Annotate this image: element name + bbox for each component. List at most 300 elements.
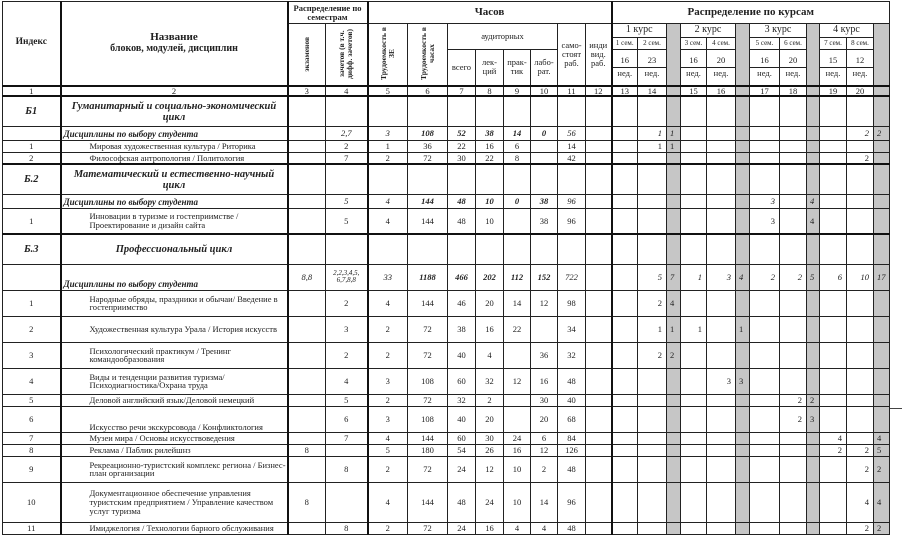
course-total-cell bbox=[807, 482, 820, 522]
column-number: 17 bbox=[750, 86, 780, 97]
lab-value: 12 bbox=[531, 444, 558, 456]
semester-hours-cell bbox=[681, 208, 707, 234]
empty-cell bbox=[368, 96, 408, 126]
semester-hours-cell bbox=[681, 152, 707, 164]
semester-hours-cell bbox=[612, 394, 638, 406]
course-total-cell: 7 bbox=[667, 264, 681, 290]
semester-hours-cell bbox=[638, 482, 667, 522]
empty-cell bbox=[476, 164, 504, 194]
block-title: Профессиональный цикл bbox=[61, 234, 288, 264]
header-weeks-6 bbox=[780, 50, 807, 86]
semester-hours-cell bbox=[750, 342, 780, 368]
hours-total-value: 72 bbox=[408, 522, 448, 534]
discipline-name: Психологический практикум / Тренинг командообразования bbox=[61, 342, 288, 368]
semester-hours-cell bbox=[750, 482, 780, 522]
semester-hours-cell: 1 bbox=[681, 264, 707, 290]
header-weeks-8 bbox=[847, 50, 874, 86]
lab-value: 38 bbox=[531, 194, 558, 208]
auditor-total-value: 48 bbox=[448, 482, 476, 522]
header-name bbox=[61, 2, 288, 86]
semester-hours-cell: 1 bbox=[681, 316, 707, 342]
semester-hours-cell bbox=[681, 406, 707, 432]
semester-hours-cell bbox=[847, 290, 874, 316]
course-total-cell: 4 bbox=[807, 194, 820, 208]
semester-hours-cell bbox=[780, 456, 807, 482]
ze-value: 5 bbox=[368, 444, 408, 456]
course-total-cell bbox=[874, 208, 890, 234]
semester-hours-cell bbox=[612, 342, 638, 368]
discipline-name: Имиджелогия / Технологии барного обслуживания bbox=[61, 522, 288, 534]
column-number: 8 bbox=[476, 86, 504, 97]
lectures-value: 26 bbox=[476, 444, 504, 456]
course-total-cell: 4 bbox=[874, 432, 890, 444]
row-index: 2 bbox=[3, 152, 61, 164]
semester-cell bbox=[707, 96, 736, 126]
row-index: 1 bbox=[3, 290, 61, 316]
course-total-cell bbox=[807, 444, 820, 456]
semester-hours-cell bbox=[780, 208, 807, 234]
course-total-cell bbox=[667, 482, 681, 522]
hours-total-value: 144 bbox=[408, 432, 448, 444]
individual-value bbox=[586, 394, 612, 406]
individual-value bbox=[586, 406, 612, 432]
course-total-cell: 4 bbox=[807, 208, 820, 234]
grey-cell bbox=[736, 164, 750, 194]
semester-hours-cell bbox=[750, 456, 780, 482]
practice-value: 4 bbox=[504, 522, 531, 534]
lectures-value: 22 bbox=[476, 152, 504, 164]
grey-col bbox=[667, 24, 681, 86]
header-hours-total: Трудоемкость в часах bbox=[408, 24, 448, 86]
zachety-value: 7 bbox=[326, 152, 368, 164]
empty-cell bbox=[408, 164, 448, 194]
semester-hours-cell bbox=[638, 152, 667, 164]
individual-value bbox=[586, 208, 612, 234]
course-total-cell bbox=[667, 456, 681, 482]
header-sem-2: 2 сем. bbox=[638, 38, 667, 50]
semester-hours-cell bbox=[638, 432, 667, 444]
block-row bbox=[3, 164, 890, 194]
semester-hours-cell bbox=[612, 456, 638, 482]
exams-value bbox=[288, 290, 326, 316]
row-index: 9 bbox=[3, 456, 61, 482]
hours-total-value: 72 bbox=[408, 316, 448, 342]
course-total-cell bbox=[736, 194, 750, 208]
empty-cell bbox=[408, 234, 448, 264]
column-number: 7 bbox=[448, 86, 476, 97]
column-number: 6 bbox=[408, 86, 448, 97]
semester-hours-cell: 6 bbox=[820, 264, 847, 290]
lab-value: 152 bbox=[531, 264, 558, 290]
column-number: 10 bbox=[531, 86, 558, 97]
empty-cell bbox=[531, 234, 558, 264]
semester-hours-cell bbox=[780, 444, 807, 456]
semester-hours-cell bbox=[612, 152, 638, 164]
course-total-cell bbox=[874, 316, 890, 342]
auditor-total-value: 54 bbox=[448, 444, 476, 456]
semester-hours-cell bbox=[612, 140, 638, 152]
practice-value: 14 bbox=[504, 126, 531, 140]
table-row bbox=[3, 456, 890, 482]
course-total-cell: 2 bbox=[807, 394, 820, 406]
empty-cell bbox=[476, 96, 504, 126]
individual-value bbox=[586, 316, 612, 342]
weeks-count: 23 bbox=[647, 55, 657, 66]
semester-hours-cell bbox=[612, 208, 638, 234]
elective-summary-row bbox=[3, 194, 890, 208]
semester-hours-cell bbox=[820, 316, 847, 342]
exams-value bbox=[288, 316, 326, 342]
individual-value bbox=[586, 264, 612, 290]
lab-value: 14 bbox=[531, 482, 558, 522]
table-body bbox=[3, 96, 890, 534]
semester-hours-cell bbox=[847, 194, 874, 208]
table-row bbox=[3, 394, 890, 406]
exams-value bbox=[288, 522, 326, 534]
header-weeks-2 bbox=[638, 50, 667, 86]
semester-hours-cell bbox=[612, 368, 638, 394]
lectures-value: 2 bbox=[476, 394, 504, 406]
semester-hours-cell bbox=[681, 290, 707, 316]
column-number: 15 bbox=[681, 86, 707, 97]
empty-cell bbox=[504, 164, 531, 194]
semester-cell bbox=[612, 96, 638, 126]
semester-hours-cell bbox=[681, 368, 707, 394]
self-study-value: 48 bbox=[558, 368, 586, 394]
discipline-name: Рекреационно-туристский комплекс региона / Бизнес-план организации bbox=[61, 456, 288, 482]
course-total-cell bbox=[736, 208, 750, 234]
semester-hours-cell bbox=[750, 394, 780, 406]
course-total-cell bbox=[667, 152, 681, 164]
practice-value bbox=[504, 406, 531, 432]
semester-hours-cell: 2 bbox=[820, 444, 847, 456]
zachety-value: 2 bbox=[326, 140, 368, 152]
lectures-value: 20 bbox=[476, 290, 504, 316]
course-total-cell: 4 bbox=[736, 264, 750, 290]
header-lab: лабо-рат. bbox=[531, 50, 558, 86]
semester-hours-cell: 2 bbox=[638, 290, 667, 316]
empty-cell bbox=[504, 234, 531, 264]
auditor-total-value: 38 bbox=[448, 316, 476, 342]
hours-total-value: 1188 bbox=[408, 264, 448, 290]
exams-value bbox=[288, 126, 326, 140]
auditor-total-value: 46 bbox=[448, 290, 476, 316]
table-row bbox=[3, 342, 890, 368]
lectures-value: 16 bbox=[476, 316, 504, 342]
semester-hours-cell: 2 bbox=[780, 394, 807, 406]
grey-cell bbox=[736, 86, 750, 97]
semester-hours-cell bbox=[681, 456, 707, 482]
semester-hours-cell bbox=[707, 444, 736, 456]
semester-hours-cell bbox=[820, 194, 847, 208]
hours-total-value: 72 bbox=[408, 456, 448, 482]
header-index: Индекс bbox=[3, 2, 61, 86]
column-number: 9 bbox=[504, 86, 531, 97]
semester-hours-cell bbox=[612, 290, 638, 316]
semester-hours-cell bbox=[638, 456, 667, 482]
semester-cell bbox=[638, 96, 667, 126]
lab-value: 38 bbox=[531, 208, 558, 234]
exams-value: 8,8 bbox=[288, 264, 326, 290]
auditor-total-value: 22 bbox=[448, 140, 476, 152]
lectures-value: 4 bbox=[476, 342, 504, 368]
course-total-cell bbox=[874, 152, 890, 164]
course-total-cell bbox=[736, 444, 750, 456]
elective-label: Дисциплины по выбору студента bbox=[61, 194, 288, 208]
semester-hours-cell bbox=[707, 482, 736, 522]
practice-value: 0 bbox=[504, 194, 531, 208]
course-total-cell bbox=[667, 444, 681, 456]
grey-cell bbox=[667, 96, 681, 126]
individual-value bbox=[586, 290, 612, 316]
weeks-unit: нед. bbox=[820, 67, 846, 78]
individual-value bbox=[586, 342, 612, 368]
individual-value bbox=[586, 522, 612, 534]
table-row bbox=[3, 290, 890, 316]
block-index: Б1 bbox=[3, 96, 61, 126]
hours-total-value: 36 bbox=[408, 140, 448, 152]
lectures-value: 12 bbox=[476, 456, 504, 482]
table-header bbox=[3, 2, 890, 97]
self-study-value: 96 bbox=[558, 482, 586, 522]
lab-value bbox=[531, 140, 558, 152]
weeks-count: 16 bbox=[689, 55, 698, 66]
semester-hours-cell bbox=[780, 126, 807, 140]
course-total-cell bbox=[807, 342, 820, 368]
weeks-unit: нед. bbox=[780, 67, 806, 78]
ze-value: 4 bbox=[368, 290, 408, 316]
course-total-cell bbox=[807, 432, 820, 444]
course-total-cell bbox=[736, 432, 750, 444]
zachety-value: 2 bbox=[326, 342, 368, 368]
auditor-total-value: 30 bbox=[448, 152, 476, 164]
self-study-value: 56 bbox=[558, 126, 586, 140]
column-number: 11 bbox=[558, 86, 586, 97]
course-total-cell bbox=[874, 368, 890, 394]
semester-hours-cell bbox=[780, 368, 807, 394]
lab-value: 6 bbox=[531, 432, 558, 444]
self-study-value: 40 bbox=[558, 394, 586, 406]
header-ze: Трудоемкость в ЗЕ bbox=[368, 24, 408, 86]
header-sem-5: 5 сем. bbox=[750, 38, 780, 50]
lectures-value: 16 bbox=[476, 522, 504, 534]
semester-hours-cell bbox=[681, 432, 707, 444]
block-index: Б.2 bbox=[3, 164, 61, 194]
semester-hours-cell bbox=[612, 194, 638, 208]
zachety-value bbox=[326, 482, 368, 522]
discipline-name: Художественная культура Урала / История искусств bbox=[61, 316, 288, 342]
semester-hours-cell bbox=[820, 126, 847, 140]
header-indiv: инди вид. раб. bbox=[586, 24, 612, 86]
course-total-cell bbox=[807, 316, 820, 342]
auditor-total-value: 52 bbox=[448, 126, 476, 140]
lab-value: 30 bbox=[531, 394, 558, 406]
semester-hours-cell bbox=[820, 406, 847, 432]
hours-total-value: 180 bbox=[408, 444, 448, 456]
course-total-cell: 4 bbox=[667, 290, 681, 316]
self-study-value: 722 bbox=[558, 264, 586, 290]
header-auditor: аудиторных bbox=[448, 24, 558, 50]
header-zachety: зачетов (в т.ч. дифф. зачетов) bbox=[326, 24, 368, 86]
semester-hours-cell bbox=[638, 522, 667, 534]
course-total-cell bbox=[736, 290, 750, 316]
column-number: 14 bbox=[638, 86, 667, 97]
semester-hours-cell: 2 bbox=[847, 444, 874, 456]
auditor-total-value: 24 bbox=[448, 456, 476, 482]
semester-hours-cell: 2 bbox=[750, 264, 780, 290]
discipline-name: Инновации в туризме и гостеприимстве / Проектирование и дизайн сайта bbox=[61, 208, 288, 234]
semester-cell bbox=[707, 234, 736, 264]
empty-cell bbox=[531, 96, 558, 126]
course-total-cell: 17 bbox=[874, 264, 890, 290]
course-total-cell: 1 bbox=[667, 140, 681, 152]
table-row bbox=[3, 444, 890, 456]
header-kurs-dist: Распределение по курсам bbox=[612, 2, 890, 24]
semester-hours-cell bbox=[707, 394, 736, 406]
row-index: 3 bbox=[3, 342, 61, 368]
discipline-name: Реклама / Паблик рилейшнз bbox=[61, 444, 288, 456]
semester-hours-cell: 3 bbox=[707, 368, 736, 394]
self-study-value: 14 bbox=[558, 140, 586, 152]
course-total-cell bbox=[667, 432, 681, 444]
practice-value: 12 bbox=[504, 368, 531, 394]
semester-hours-cell bbox=[750, 406, 780, 432]
empty-cell bbox=[448, 164, 476, 194]
empty-cell bbox=[408, 96, 448, 126]
course-total-cell: 1 bbox=[667, 316, 681, 342]
hours-total-value: 144 bbox=[408, 290, 448, 316]
header-sem-8: 8 сем. bbox=[847, 38, 874, 50]
exams-value bbox=[288, 368, 326, 394]
semester-hours-cell bbox=[750, 522, 780, 534]
weeks-unit: нед. bbox=[750, 67, 779, 78]
lab-value bbox=[531, 316, 558, 342]
semester-cell bbox=[612, 234, 638, 264]
self-study-value: 68 bbox=[558, 406, 586, 432]
block-title: Гуманитарный и социально-экономический цикл bbox=[61, 96, 288, 126]
practice-value bbox=[504, 394, 531, 406]
block-title: Математический и естественно-научный цикл bbox=[61, 164, 288, 194]
course-total-cell bbox=[667, 522, 681, 534]
row-index: 8 bbox=[3, 444, 61, 456]
row-index: 6 bbox=[3, 406, 61, 432]
semester-hours-cell bbox=[847, 342, 874, 368]
auditor-total-value: 24 bbox=[448, 522, 476, 534]
lectures-value: 202 bbox=[476, 264, 504, 290]
semester-hours-cell: 3 bbox=[750, 194, 780, 208]
discipline-name: Документационное обеспечение управления туристским предприятием / Управление качеством услуг туризма bbox=[61, 482, 288, 522]
lectures-value: 32 bbox=[476, 368, 504, 394]
semester-cell bbox=[750, 234, 780, 264]
individual-value bbox=[586, 482, 612, 522]
header-kurs-1: 1 курс bbox=[612, 24, 667, 38]
course-total-cell bbox=[874, 342, 890, 368]
grey-cell bbox=[874, 234, 890, 264]
exams-value bbox=[288, 342, 326, 368]
course-total-cell bbox=[667, 208, 681, 234]
table-row bbox=[3, 208, 890, 234]
header-weeks-5 bbox=[750, 50, 780, 86]
header-sem-1: 1 сем. bbox=[612, 38, 638, 50]
semester-hours-cell bbox=[750, 152, 780, 164]
course-total-cell: 4 bbox=[874, 482, 890, 522]
grey-cell bbox=[874, 96, 890, 126]
semester-hours-cell: 2 bbox=[847, 126, 874, 140]
self-study-value: 96 bbox=[558, 208, 586, 234]
practice-value: 14 bbox=[504, 290, 531, 316]
semester-cell bbox=[707, 164, 736, 194]
semester-hours-cell bbox=[847, 208, 874, 234]
row-index: 11 bbox=[3, 522, 61, 534]
individual-value bbox=[586, 368, 612, 394]
row-index: 5 bbox=[3, 394, 61, 406]
weeks-count: 16 bbox=[760, 55, 769, 66]
semester-hours-cell bbox=[847, 140, 874, 152]
semester-hours-cell bbox=[847, 432, 874, 444]
header-weeks-1 bbox=[612, 50, 638, 86]
semester-hours-cell: 2 bbox=[847, 522, 874, 534]
course-total-cell bbox=[807, 290, 820, 316]
grey-col bbox=[807, 24, 820, 86]
individual-value bbox=[586, 456, 612, 482]
semester-hours-cell bbox=[820, 208, 847, 234]
discipline-name: Народные обряды, праздники и обычаи/ Введение в гостеприимство bbox=[61, 290, 288, 316]
elective-label: Дисциплины по выбору студента bbox=[61, 126, 288, 140]
semester-hours-cell bbox=[820, 140, 847, 152]
course-total-cell: 3 bbox=[807, 406, 820, 432]
empty-cell bbox=[326, 234, 368, 264]
empty-cell bbox=[368, 164, 408, 194]
exams-value: 8 bbox=[288, 444, 326, 456]
lectures-value: 10 bbox=[476, 208, 504, 234]
semester-hours-cell bbox=[707, 316, 736, 342]
header-sem-6: 6 сем. bbox=[780, 38, 807, 50]
empty-cell bbox=[504, 96, 531, 126]
zachety-value: 5 bbox=[326, 194, 368, 208]
course-total-cell bbox=[736, 522, 750, 534]
practice-value: 16 bbox=[504, 444, 531, 456]
course-total-cell bbox=[736, 406, 750, 432]
semester-hours-cell bbox=[847, 368, 874, 394]
semester-hours-cell bbox=[707, 342, 736, 368]
semester-hours-cell bbox=[707, 152, 736, 164]
zachety-value: 3 bbox=[326, 316, 368, 342]
header-weeks-7 bbox=[820, 50, 847, 86]
weeks-count: 16 bbox=[620, 55, 629, 66]
curriculum-table bbox=[2, 1, 890, 535]
header-sem-dist: Распределение по семестрам bbox=[288, 2, 368, 24]
semester-cell bbox=[780, 96, 807, 126]
course-total-cell: 5 bbox=[807, 264, 820, 290]
semester-cell bbox=[780, 164, 807, 194]
semester-cell bbox=[847, 96, 874, 126]
semester-hours-cell bbox=[820, 482, 847, 522]
self-study-value: 48 bbox=[558, 522, 586, 534]
semester-hours-cell bbox=[638, 444, 667, 456]
header-weeks-4 bbox=[707, 50, 736, 86]
header-kurs-2: 2 курс bbox=[681, 24, 736, 38]
empty-cell bbox=[586, 234, 612, 264]
semester-hours-cell bbox=[638, 208, 667, 234]
hours-total-value: 108 bbox=[408, 406, 448, 432]
header-prak: прак-тик bbox=[504, 50, 531, 86]
row-index bbox=[3, 194, 61, 208]
course-total-cell bbox=[807, 368, 820, 394]
discipline-name: Философская антропология / Политология bbox=[61, 152, 288, 164]
weeks-count: 20 bbox=[788, 55, 798, 66]
ze-value: 2 bbox=[368, 394, 408, 406]
ze-value: 2 bbox=[368, 316, 408, 342]
